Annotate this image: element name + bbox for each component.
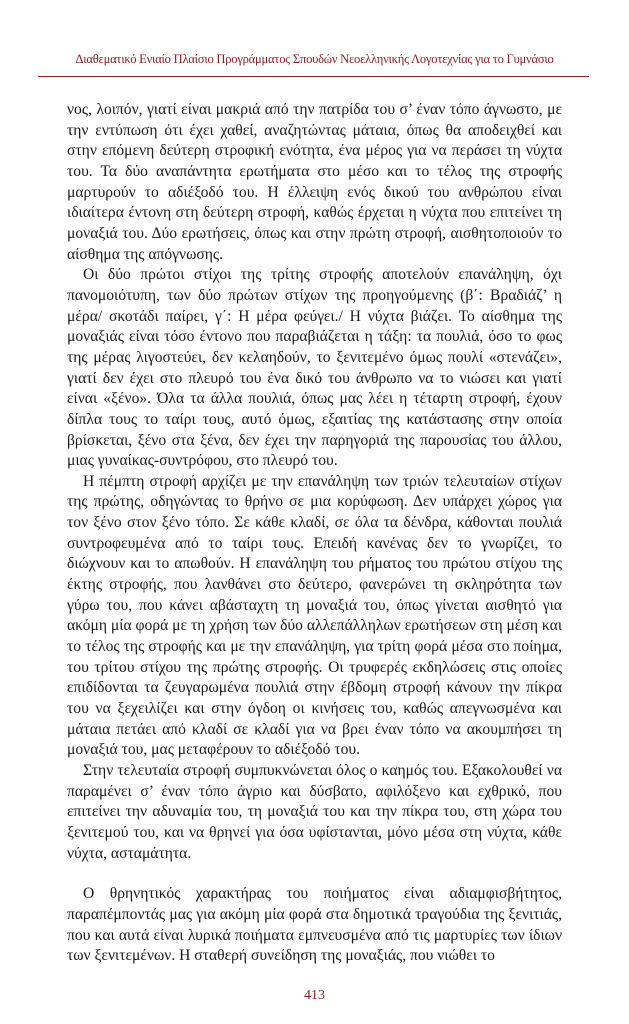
header-rule [38,76,589,77]
paragraph-continuation: νος, λοιπόν, γιατί είναι μακριά από την πατρίδα του σ’ έναν τόπο άγνωστο, με την εντύπωση ότι έχει χαθεί, αναζητώντας μάταια, όπως θα αποδειχθεί και στην επόμενη δεύτερη στροφική ενότητα, ένα μέρος για να περάσει τη νύχτα του. Τα δύο αναπάντητα ερωτήματα στο μέσο και το τέλος της στροφής μαρτυρούν το αδιέξοδό του. Η έλλειψη ενός δικού του ανθρώπου είναι ιδιαίτερα έντονη στη δεύτερη στροφή, καθώς έρχεται η νύχτα που επιτείνει τη μοναξιά του. Δύο ερωτήσεις, όπως και στην πρώτη στροφή, αισθητοποιούν το αίσθημα της απόγνωσης. [67,101,562,263]
paragraph-last-stanza: Στην τελευταία στροφή συμπυκνώνεται όλος ο καημός του. Εξακολουθεί να παραμένει σ’ έναν τόπο άγριο και δύσβατο, αφιλόξενο και εχθρικό, που επιτείνει την αδυναμία του, τη μοναξιά του και την πίκρα του, στη χώρα του ξενιτεμού του, και να θρηνεί για όσα υφίστανται, μόνο μέσα στη νύχτα, κάθε νύχτα, ασταμάτητα. [67,762,562,862]
paragraph-fifth-stanza: Η πέμπτη στροφή αρχίζει με την επανάληψη των τριών τελευταίων στίχων της πρώτης, οδηγώντας το θρήνο σε μια κορύφωση. Δεν υπάρχει χώρος για τον ξένο στον ξένο τόπο. Σε κάθε κλαδί, σε όλα τα δένδρα, κάθονται πουλιά συντροφευμένα από το ταίρι τους. Επειδή κανένας δεν το γνωρίζει, το διώχνουν και το απωθούν. Η επανάληψη του ρήματος του πρώτου στίχου της έκτης στροφής, που λανθάνει στο δεύτερο, φανερώνει τη σκληρότητα των γύρω του, που κάνει αβάσταχτη τη μοναξιά του, όπως γίνεται αισθητό για ακόμη μία φορά με τη χρήση των δύο αλλεπάλληλων ερωτήσεων στη μέση και το τέλος της στροφής και με την επανάληψη, για τρίτη φορά μέσα στο ποίημα, του τρίτου στίχου της πρώτης στροφής. Οι τρυφερές εκδηλώσεις στις οποίες επιδίδονται τα ζευγαρωμένα πουλιά στην έβδομη στροφή κάνουν την πίκρα του να ξεχειλίζει και στην όγδοη οι κινήσεις του, καθώς απεγνωσμένα και μάταια πετάει από κλαδί σε κλαδί για να βρει έναν τόπο να ακουμπήσει τη μοναξιά του, μας μεταφέρουν το αδιέξοδό του. [67,472,563,759]
paragraph-lament-character: Ο θρηνητικός χαρακτήρας του ποιήματος είναι αδιαμφισβήτητος, παραπέμποντάς μας για ακόμη μία φορά στα δημοτικά τραγούδια της ξενιτιάς, που και αυτά είναι λυρικά ποιήματα εμπνευσμένα από τις μαρτυρίες των ίδιων των ξενιτεμένων. Η σταθερή συνείδηση της μοναξιάς, που νιώθει το [67,885,562,965]
page-number: 413 [304,988,325,1003]
paragraph-third-stanza: Οι δύο πρώτοι στίχοι της τρίτης στροφής αποτελούν επανάληψη, όχι πανομοιότυπη, των δύο πρώτων στίχων της προηγούμενης (β΄: Βραδιάζ’ η μέρα/ σκοτάδι παίρει, γ΄: Η μέρα φεύγει./ Η νύχτα βιάζει. Το αίσθημα της μοναξιάς είναι τόσο έντονο που παραβιάζεται η τάξη: τα πουλιά, όσο το φως της μέρας λιγοστεύει, δεν κελαηδούν, το ξενιτεμένο όμως πουλί «στενάζει», γιατί δεν έχει στο πλευρό του ένα δικό του άνθρωπο να το νιώσει και γιατί είναι «ξένο». Όλα τα άλλα πουλιά, όπως μας λέει η τέταρτη στροφή, έχουν δίπλα τους το ταίρι τους, αυτό όμως, εξαιτίας της κατάστασης στην οποία βρίσκεται, ξένο στα ξένα, δεν έχει την παρηγοριά της παρουσίας του άλλου, μιας γυναίκας-συντρόφου, στο πλευρό του. [67,266,562,470]
running-header-title: Διαθεματικό Ενιαίο Πλαίσιο Προγράμματος Σπουδών Νεοελληνικής Λογοτεχνίας για το Γυμνάσιο [75,52,554,66]
text-body [67,100,562,967]
running-header [38,52,591,67]
